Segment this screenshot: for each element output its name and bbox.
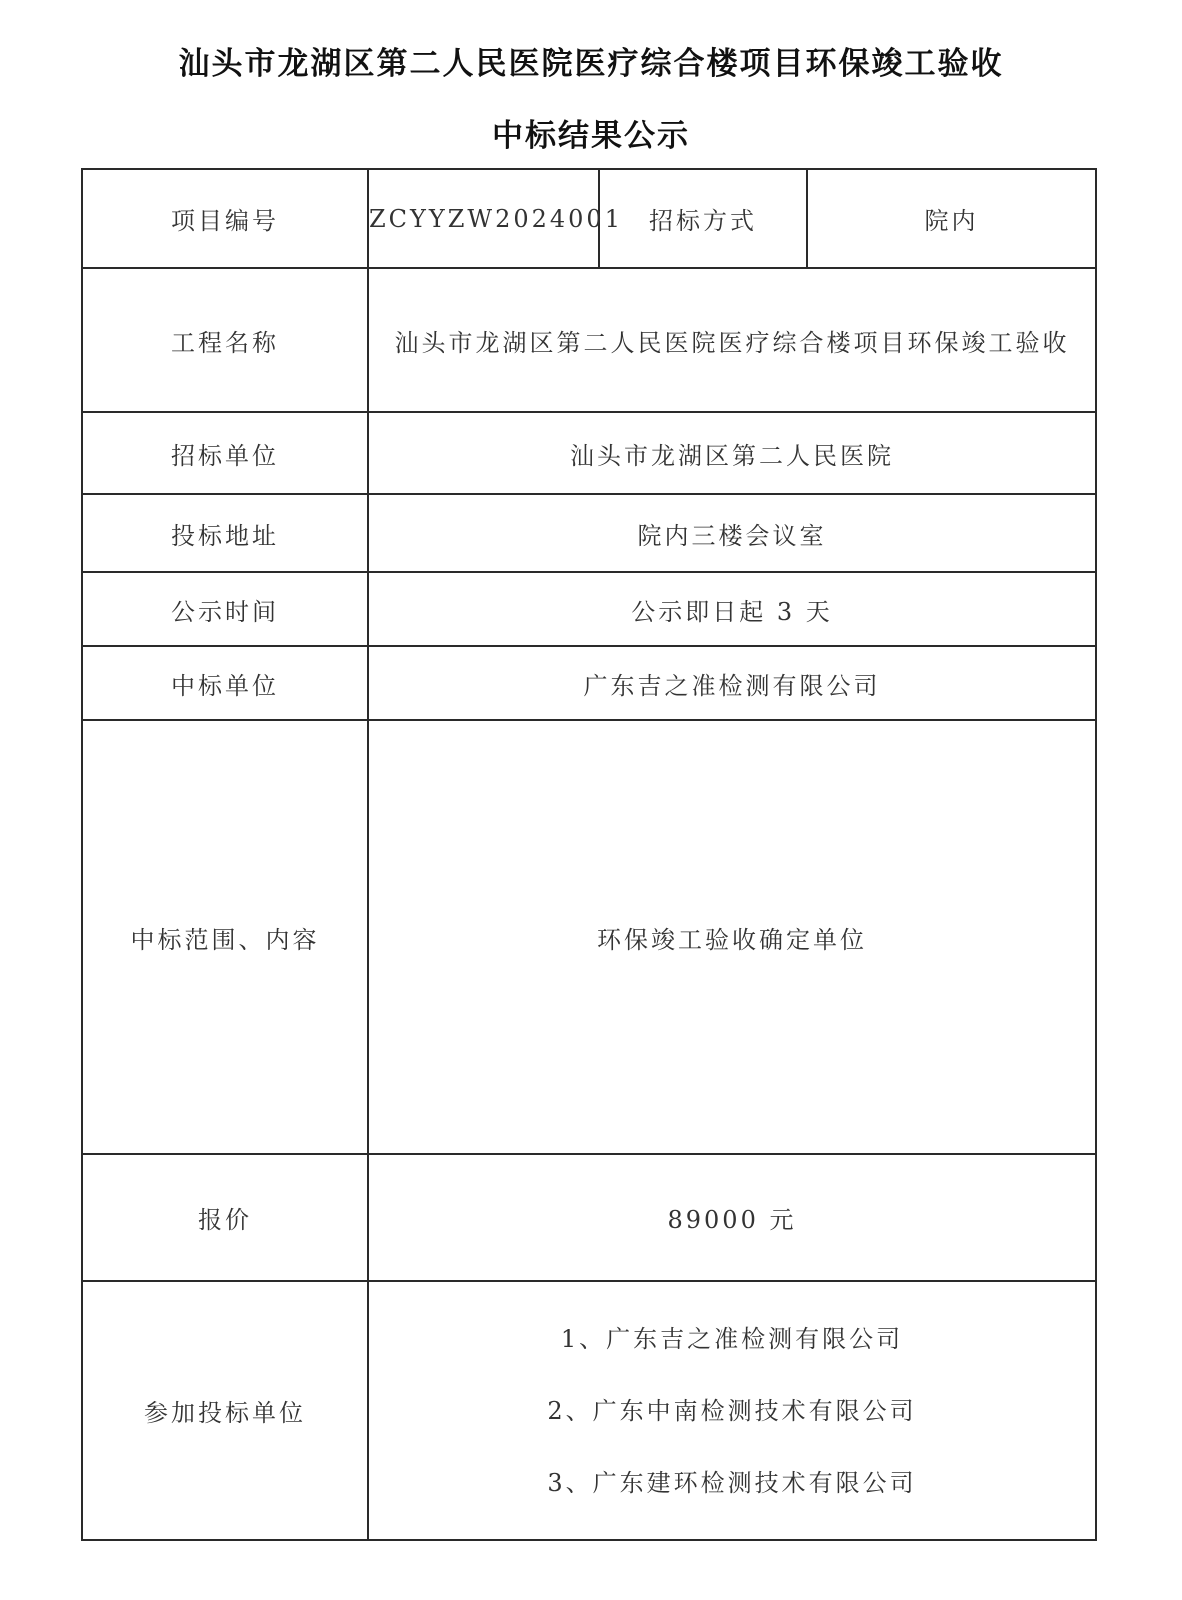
- table-row: [82, 412, 1096, 494]
- participant-item: 1、广东吉之准检测有限公司: [560, 1324, 904, 1353]
- tenderer-label: 招标单位: [82, 412, 368, 494]
- bid-method-label: 招标方式: [599, 169, 807, 268]
- project-no-value: ZCYYZW2024001: [368, 169, 599, 268]
- participants-list: [368, 1281, 1096, 1540]
- participants-label: 参加投标单位: [82, 1281, 368, 1540]
- notice-period-value: 公示即日起 3 天: [368, 572, 1096, 646]
- tenderer-value: 汕头市龙湖区第二人民医院: [368, 412, 1096, 494]
- table-row: [82, 169, 1096, 268]
- table-row: [82, 268, 1096, 412]
- scope-value: 环保竣工验收确定单位: [368, 720, 1096, 1154]
- project-no-label: 项目编号: [82, 169, 368, 268]
- notice-period-label: 公示时间: [82, 572, 368, 646]
- table-row: [82, 572, 1096, 646]
- price-label: 报价: [82, 1154, 368, 1281]
- bid-method-value: 院内: [807, 169, 1096, 268]
- table-row: [82, 1154, 1096, 1281]
- table-row: [82, 646, 1096, 720]
- table-row: [82, 494, 1096, 572]
- project-name-label: 工程名称: [82, 268, 368, 412]
- project-name-value: 汕头市龙湖区第二人民医院医疗综合楼项目环保竣工验收: [368, 268, 1096, 412]
- participant-item: 3、广东建环检测技术有限公司: [547, 1468, 917, 1497]
- winner-label: 中标单位: [82, 646, 368, 720]
- winner-value: 广东吉之准检测有限公司: [368, 646, 1096, 720]
- scope-label: 中标范围、内容: [82, 720, 368, 1154]
- table-row: [82, 1281, 1096, 1540]
- participant-item: 2、广东中南检测技术有限公司: [547, 1396, 917, 1425]
- bid-address-value: 院内三楼会议室: [368, 494, 1096, 572]
- bid-address-label: 投标地址: [82, 494, 368, 572]
- table-row: [82, 720, 1096, 1154]
- price-value: 89000 元: [368, 1154, 1096, 1281]
- document-title: 汕头市龙湖区第二人民医院医疗综合楼项目环保竣工验收: [178, 46, 1004, 82]
- bid-result-table: [81, 168, 1097, 1541]
- document-subtitle: 中标结果公示: [492, 118, 690, 154]
